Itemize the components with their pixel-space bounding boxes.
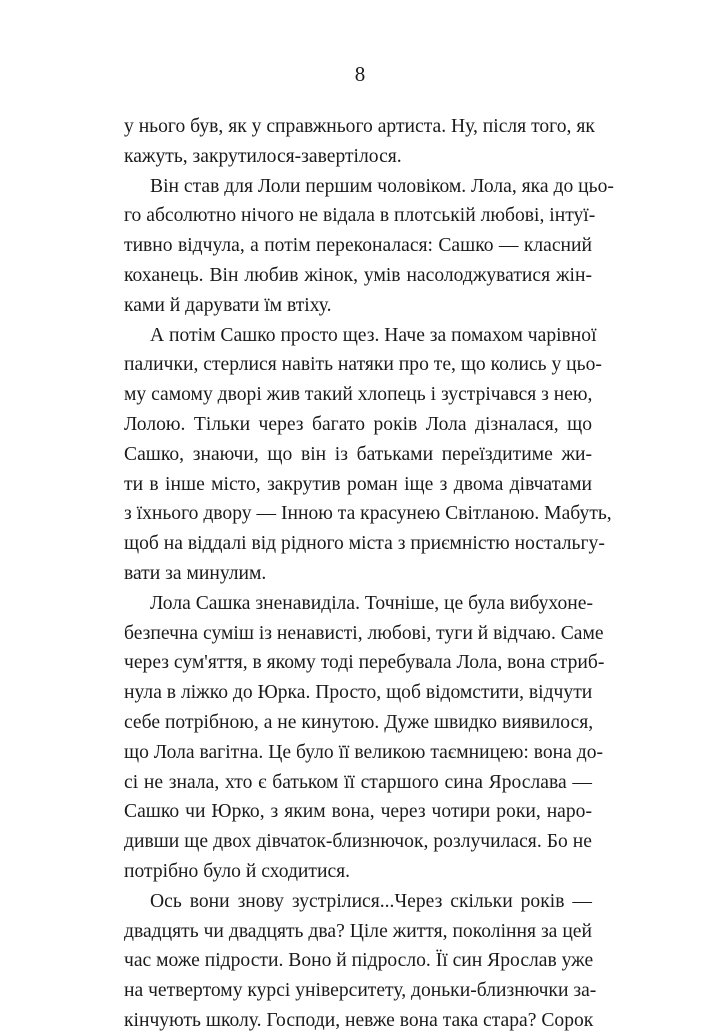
- text-line: нула в ліжко до Юрка. Просто, щоб відомстити, відчути: [124, 682, 593, 704]
- text-line: му самому дворі жив такий хлопець і зустрічався з нею,: [124, 384, 593, 406]
- text-line: ти в інше місто, закрутив роман іще з двома дівчатами: [124, 473, 592, 495]
- text-line: вати за минулим.: [124, 562, 267, 584]
- text-line: Лола Сашка зненавиділа. Точніше, це була вибухоне-: [150, 592, 593, 614]
- text-line: двадцять чи двадцять два? Ціле життя, покоління за цей: [124, 920, 592, 942]
- body-text: [124, 112, 614, 1036]
- text-line: коханець. Він любив жінок, умів насолоджуватися жін-: [124, 264, 592, 286]
- text-line: Лолою. Тільки через багато років Лола дізналася, що: [124, 413, 592, 435]
- text-line: Він став для Лоли першим чоловіком. Лола, яка до цьо-: [150, 175, 614, 197]
- text-line: кажуть, закрутилося-завертілося.: [124, 145, 402, 167]
- text-line: А потім Сашко просто щез. Наче за помахом чарівної: [150, 324, 597, 346]
- text-line: го абсолютно нічого не відала в плотській любові, інтуї-: [124, 205, 596, 227]
- text-line: тивно відчула, а потім переконалася: Сашко — класний: [124, 235, 592, 257]
- text-line: Сашко, знаючи, що він із батьками переїздитиме жи-: [124, 443, 592, 465]
- text-line: щоб на віддалі від рідного міста з приємністю ностальгу-: [124, 533, 605, 555]
- text-line: ками й дарувати їм втіху.: [124, 294, 332, 316]
- text-line: що Лола вагітна. Це було її великою таємницею: вона до-: [124, 741, 604, 763]
- text-line: Сашко чи Юрко, з яким вона, через чотири роки, наро-: [124, 801, 592, 823]
- text-line: з їхнього двору — Інною та красунею Світланою. Мабуть,: [124, 503, 612, 525]
- text-line: у нього був, як у справжнього артиста. Ну, після того, як: [124, 116, 595, 137]
- text-line: Ось вони знову зустрілися...Через скільки років —: [150, 890, 592, 912]
- text-line: безпечна суміш із ненависті, любові, туги й відчаю. Саме: [124, 622, 604, 644]
- page-number: 8: [354, 62, 366, 86]
- text-line: сі не знала, хто є батьком її старшого сина Ярослава —: [124, 771, 592, 793]
- text-line: на четвертому курсі університету, доньки-близнючки за-: [124, 980, 597, 1002]
- text-line: себе потрібною, а не кинутою. Дуже швидко виявилося,: [124, 711, 594, 733]
- text-line: через сум'яття, в якому тоді перебувала Лола, вона стриб-: [124, 652, 605, 674]
- text-line: потрібно було й сходитися.: [124, 860, 351, 882]
- text-line: час може підрости. Воно й підросло. Її син Ярослав уже: [124, 950, 594, 972]
- text-line: кінчують школу. Господи, невже вона така стара? Сорок: [124, 1009, 594, 1031]
- text-line: палички, стерлися навіть натяки про те, що колись у цьо-: [124, 354, 602, 376]
- text-line: дивши ще двох дівчаток-близнючок, розлучилася. Бо не: [124, 831, 592, 853]
